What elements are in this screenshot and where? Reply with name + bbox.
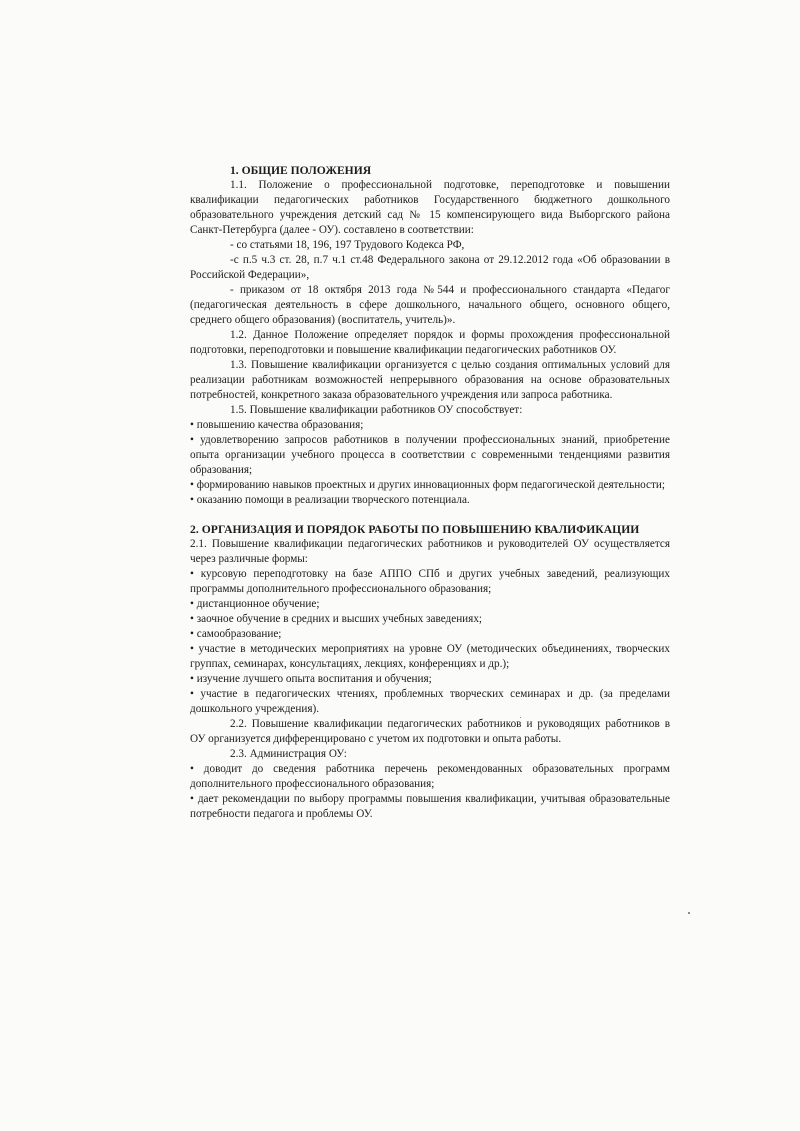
section-2-heading: 2. ОРГАНИЗАЦИЯ И ПОРЯДОК РАБОТЫ ПО ПОВЫШЕНИЮ КВАЛИФИКАЦИИ: [190, 523, 640, 536]
list-item: • формированию навыков проектных и других инновационных форм педагогической деятельности;: [190, 479, 666, 491]
list-item: • дает рекомендации по выбору программы повышения квалификации, учитывая образовательные потребности педагога и проблемы ОУ.: [190, 793, 670, 820]
list-item: • самообразование;: [190, 628, 282, 640]
paragraph-2-2: 2.2. Повышение квалификации педагогических работников и руководящих работников в ОУ организуется дифференцировано с учетом их подготовки и опыта работы.: [190, 718, 670, 745]
list-item: • удовлетворению запросов работников в получении профессиональных знаний, приобретение опыта организации учебного процесса в соответствии с современными тенденциями развития образования;: [190, 434, 670, 476]
list-item: • оказанию помощи в реализации творческого потенциала.: [190, 494, 470, 506]
list-item: • участие в педагогических чтениях, проблемных творческих семинарах и др. (за пределами дошкольного учреждения).: [190, 688, 670, 715]
document-body: [190, 163, 670, 822]
list-item: • доводит до сведения работника перечень рекомендованных образовательных программ дополнительного профессионального образования;: [190, 763, 670, 790]
law-reference-1: - со статьями 18, 196, 197 Трудового Кодекса РФ,: [230, 239, 465, 251]
law-reference-3: - приказом от 18 октября 2013 года №544 и профессионального стандарта «Педагог (педагогическая деятельность в сфере дошкольного, начального общего, основного общего, среднего общего образования) (воспитатель, учитель)».: [190, 284, 670, 326]
list-item: • участие в методических мероприятиях на уровне ОУ (методических объединениях, творческих группах, семинарах, консультациях, лекциях, конференциях и др.);: [190, 643, 670, 670]
list-item: • заочное обучение в средних и высших учебных заведениях;: [190, 613, 483, 625]
law-reference-2: -с п.5 ч.3 ст. 28, п.7 ч.1 ст.48 Федерального закона от 29.12.2012 года «Об образовании в Российской Федерации»,: [190, 254, 670, 281]
paragraph-1-3: 1.3. Повышение квалификации организуется с целью создания оптимальных условий для реализации работникам возможностей непрерывного образования на основе образовательных потребностей, конкретного заказа образовательного учреждения или запроса работника.: [190, 359, 670, 401]
paragraph-2-3: 2.3. Администрация ОУ:: [230, 748, 347, 760]
paragraph-1-1: 1.1. Положение о профессиональной подготовке, переподготовке и повышении квалификации педагогических работников Государственного бюджетного дошкольного образовательного учреждения детский сад № 15 компенсирующего вида Выборгского района Санкт-Петербурга (далее - ОУ). составлено в соответствии:: [190, 179, 670, 236]
scan-speck: [688, 912, 690, 914]
section-1-heading: 1. ОБЩИЕ ПОЛОЖЕНИЯ: [230, 164, 372, 177]
scan-speck: [520, 717, 521, 718]
paragraph-1-2: 1.2. Данное Положение определяет порядок и формы прохождения профессиональной подготовки, переподготовки и повышение квалификации педагогических работников ОУ.: [190, 329, 670, 356]
paragraph-2-1: 2.1. Повышение квалификации педагогических работников и руководителей ОУ осуществляется через различные формы:: [190, 538, 670, 565]
list-item: • курсовую переподготовку на базе АППО СПб и других учебных заведений, реализующих программы дополнительного профессионального образования;: [190, 568, 670, 595]
list-item: • изучение лучшего опыта воспитания и обучения;: [190, 673, 432, 685]
list-item: • повышению качества образования;: [190, 419, 364, 431]
paragraph-1-5: 1.5. Повышение квалификации работников ОУ способствует:: [230, 404, 523, 416]
list-item: • дистанционное обучение;: [190, 598, 320, 610]
